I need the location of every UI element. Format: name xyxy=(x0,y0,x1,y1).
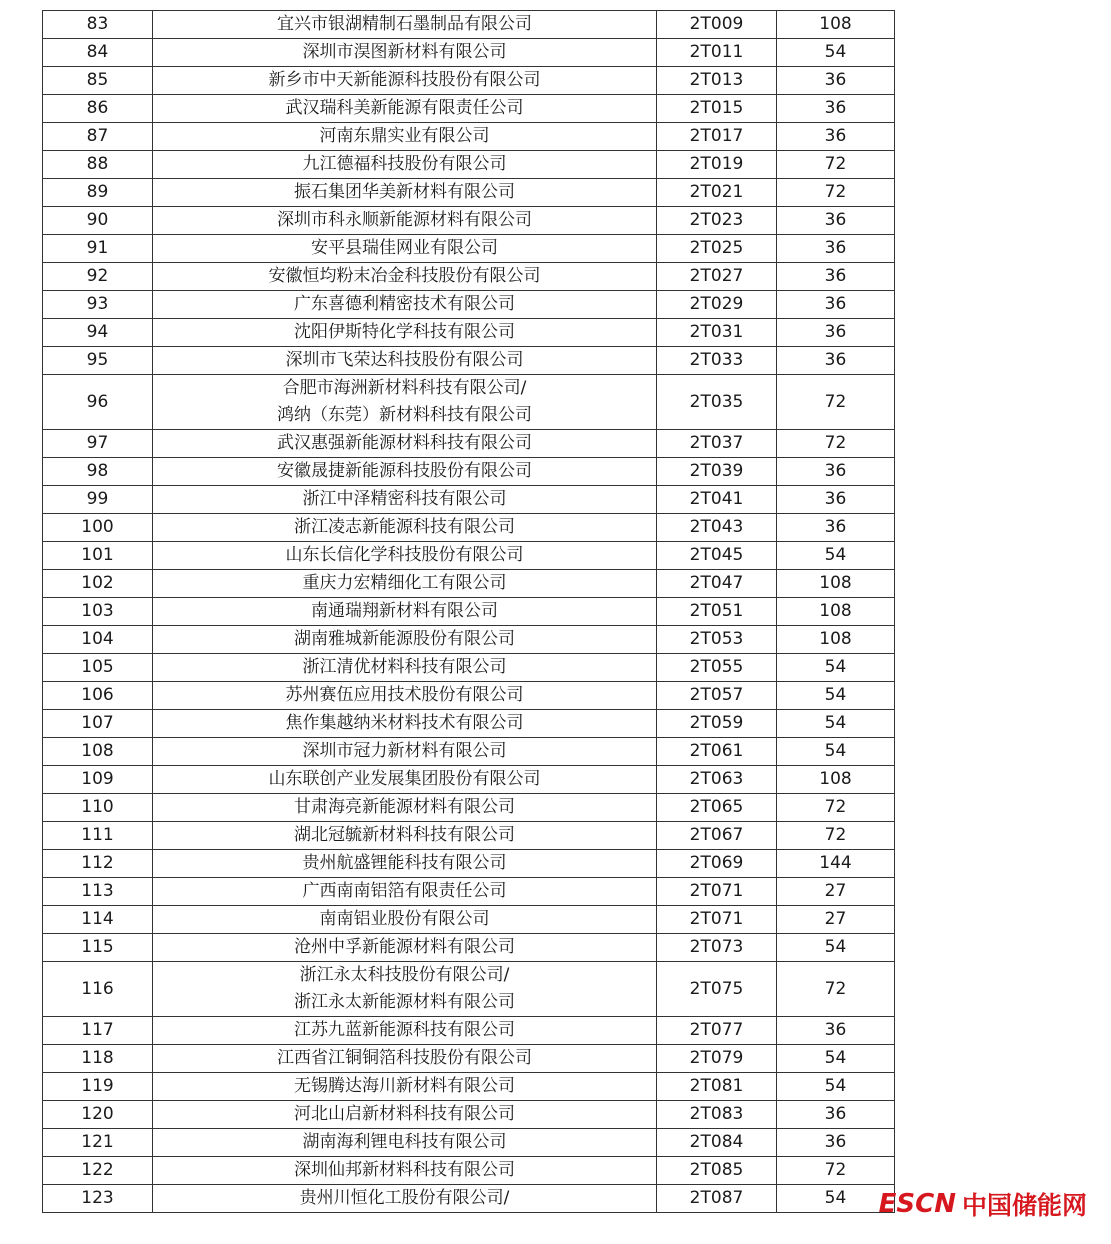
company-name-cell xyxy=(153,458,657,486)
area-cell: 108 xyxy=(777,598,895,626)
company-name-line: 安平县瑞佳网业有限公司 xyxy=(311,238,498,258)
booth-code-cell: 2T071 xyxy=(657,878,777,906)
row-number-cell: 88 xyxy=(43,151,153,179)
company-name-line: 焦作集越纳米材料技术有限公司 xyxy=(285,713,524,733)
company-name-cell xyxy=(153,95,657,123)
booth-code-cell: 2T071 xyxy=(657,906,777,934)
company-name-line: 深圳市淏图新材料有限公司 xyxy=(302,42,507,62)
table-body xyxy=(43,11,895,1213)
table-row xyxy=(43,375,895,430)
table-row xyxy=(43,822,895,850)
company-name-cell xyxy=(153,934,657,962)
row-number-cell: 92 xyxy=(43,263,153,291)
table-row xyxy=(43,598,895,626)
table-row xyxy=(43,934,895,962)
area-cell: 72 xyxy=(777,794,895,822)
booth-code-cell: 2T031 xyxy=(657,319,777,347)
table-row xyxy=(43,39,895,67)
row-number-cell: 119 xyxy=(43,1073,153,1101)
booth-code-cell: 2T023 xyxy=(657,207,777,235)
table-row xyxy=(43,291,895,319)
company-name-cell xyxy=(153,67,657,95)
table-row xyxy=(43,878,895,906)
area-cell: 72 xyxy=(777,375,895,430)
row-number-cell: 110 xyxy=(43,794,153,822)
company-name-cell xyxy=(153,1101,657,1129)
area-cell: 36 xyxy=(777,1017,895,1045)
company-name-cell xyxy=(153,542,657,570)
table-row xyxy=(43,207,895,235)
booth-code-cell: 2T011 xyxy=(657,39,777,67)
table-row xyxy=(43,347,895,375)
company-name-line: 浙江凌志新能源科技有限公司 xyxy=(294,517,515,537)
company-name-cell xyxy=(153,1185,657,1213)
booth-code-cell: 2T053 xyxy=(657,626,777,654)
exhibitor-table-wrapper xyxy=(42,10,894,1213)
area-cell: 36 xyxy=(777,291,895,319)
area-cell: 54 xyxy=(777,682,895,710)
company-name-cell xyxy=(153,179,657,207)
company-name-line: 安徽恒均粉末冶金科技股份有限公司 xyxy=(268,266,541,286)
booth-code-cell: 2T055 xyxy=(657,654,777,682)
row-number-cell: 109 xyxy=(43,766,153,794)
area-cell: 27 xyxy=(777,906,895,934)
row-number-cell: 107 xyxy=(43,710,153,738)
table-row xyxy=(43,906,895,934)
row-number-cell: 121 xyxy=(43,1129,153,1157)
company-name-line: 浙江中泽精密科技有限公司 xyxy=(302,489,507,509)
row-number-cell: 94 xyxy=(43,319,153,347)
watermark-site-name: 中国储能网 xyxy=(961,1191,1087,1220)
booth-code-cell: 2T017 xyxy=(657,123,777,151)
table-row xyxy=(43,486,895,514)
row-number-cell: 91 xyxy=(43,235,153,263)
table-row xyxy=(43,67,895,95)
company-name-line: 武汉惠强新能源材料科技有限公司 xyxy=(277,433,532,453)
company-name-cell xyxy=(153,1045,657,1073)
company-name-line: 广东喜德利精密技术有限公司 xyxy=(294,294,515,314)
company-name-cell xyxy=(153,347,657,375)
company-name-line: 甘肃海亮新能源材料有限公司 xyxy=(294,797,515,817)
area-cell: 54 xyxy=(777,542,895,570)
company-name-cell xyxy=(153,263,657,291)
company-name-line: 山东长信化学科技股份有限公司 xyxy=(285,545,524,565)
company-name-cell xyxy=(153,710,657,738)
row-number-cell: 111 xyxy=(43,822,153,850)
booth-code-cell: 2T033 xyxy=(657,347,777,375)
row-number-cell: 116 xyxy=(43,962,153,1017)
area-cell: 36 xyxy=(777,1129,895,1157)
booth-code-cell: 2T045 xyxy=(657,542,777,570)
area-cell: 36 xyxy=(777,207,895,235)
row-number-cell: 97 xyxy=(43,430,153,458)
booth-code-cell: 2T059 xyxy=(657,710,777,738)
area-cell: 36 xyxy=(777,263,895,291)
company-name-line: 鸿纳（东莞）新材料科技有限公司 xyxy=(277,405,532,425)
booth-code-cell: 2T029 xyxy=(657,291,777,319)
company-name-cell xyxy=(153,738,657,766)
company-name-cell xyxy=(153,207,657,235)
table-row xyxy=(43,542,895,570)
row-number-cell: 108 xyxy=(43,738,153,766)
company-name-cell xyxy=(153,11,657,39)
table-row xyxy=(43,626,895,654)
company-name-line: 沈阳伊斯特化学科技有限公司 xyxy=(294,322,515,342)
booth-code-cell: 2T057 xyxy=(657,682,777,710)
area-cell: 108 xyxy=(777,11,895,39)
row-number-cell: 114 xyxy=(43,906,153,934)
row-number-cell: 105 xyxy=(43,654,153,682)
booth-code-cell: 2T051 xyxy=(657,598,777,626)
company-name-line: 深圳市科永顺新能源材料有限公司 xyxy=(277,210,532,230)
company-name-line: 合肥市海洲新材料科技有限公司/ xyxy=(282,378,527,398)
booth-code-cell: 2T069 xyxy=(657,850,777,878)
area-cell: 72 xyxy=(777,822,895,850)
company-name-line: 新乡市中天新能源科技股份有限公司 xyxy=(268,70,541,90)
company-name-cell xyxy=(153,682,657,710)
company-name-line: 广西南南铝箔有限责任公司 xyxy=(302,881,507,901)
booth-code-cell: 2T013 xyxy=(657,67,777,95)
company-name-line: 湖北冠毓新材料科技有限公司 xyxy=(294,825,515,845)
row-number-cell: 106 xyxy=(43,682,153,710)
row-number-cell: 120 xyxy=(43,1101,153,1129)
area-cell: 36 xyxy=(777,347,895,375)
area-cell: 36 xyxy=(777,235,895,263)
table-row xyxy=(43,179,895,207)
table-row xyxy=(43,1129,895,1157)
area-cell: 72 xyxy=(777,179,895,207)
company-name-cell xyxy=(153,1157,657,1185)
table-row xyxy=(43,682,895,710)
booth-code-cell: 2T019 xyxy=(657,151,777,179)
company-name-line: 河北山启新材料科技有限公司 xyxy=(294,1104,515,1124)
row-number-cell: 95 xyxy=(43,347,153,375)
watermark-brand: ESCN xyxy=(878,1189,956,1219)
company-name-line: 山东联创产业发展集团股份有限公司 xyxy=(268,769,541,789)
company-name-line: 南通瑞翔新材料有限公司 xyxy=(311,601,498,621)
booth-code-cell: 2T027 xyxy=(657,263,777,291)
row-number-cell: 103 xyxy=(43,598,153,626)
company-name-cell xyxy=(153,123,657,151)
company-name-cell xyxy=(153,514,657,542)
area-cell: 36 xyxy=(777,95,895,123)
company-name-cell xyxy=(153,626,657,654)
row-number-cell: 123 xyxy=(43,1185,153,1213)
company-name-line: 湖南海利锂电科技有限公司 xyxy=(302,1132,507,1152)
booth-code-cell: 2T067 xyxy=(657,822,777,850)
table-row xyxy=(43,11,895,39)
row-number-cell: 98 xyxy=(43,458,153,486)
area-cell: 72 xyxy=(777,1157,895,1185)
company-name-cell xyxy=(153,1073,657,1101)
area-cell: 108 xyxy=(777,570,895,598)
row-number-cell: 90 xyxy=(43,207,153,235)
table-row xyxy=(43,1073,895,1101)
company-name-line: 九江德福科技股份有限公司 xyxy=(302,154,507,174)
company-name-line: 安徽晟捷新能源科技股份有限公司 xyxy=(277,461,532,481)
company-name-line: 振石集团华美新材料有限公司 xyxy=(294,182,515,202)
booth-code-cell: 2T077 xyxy=(657,1017,777,1045)
company-name-line: 苏州赛伍应用技术股份有限公司 xyxy=(285,685,524,705)
booth-code-cell: 2T065 xyxy=(657,794,777,822)
company-name-cell xyxy=(153,654,657,682)
table-row xyxy=(43,123,895,151)
company-name-line: 贵州川恒化工股份有限公司/ xyxy=(299,1188,510,1208)
company-name-line: 江苏九蓝新能源科技有限公司 xyxy=(294,1020,515,1040)
row-number-cell: 99 xyxy=(43,486,153,514)
table-row xyxy=(43,1017,895,1045)
table-row xyxy=(43,654,895,682)
company-name-cell xyxy=(153,235,657,263)
row-number-cell: 101 xyxy=(43,542,153,570)
table-row xyxy=(43,962,895,1017)
table-row xyxy=(43,738,895,766)
area-cell: 54 xyxy=(777,39,895,67)
company-name-cell xyxy=(153,1017,657,1045)
area-cell: 36 xyxy=(777,319,895,347)
booth-code-cell: 2T084 xyxy=(657,1129,777,1157)
area-cell: 108 xyxy=(777,626,895,654)
booth-code-cell: 2T039 xyxy=(657,458,777,486)
booth-code-cell: 2T047 xyxy=(657,570,777,598)
row-number-cell: 83 xyxy=(43,11,153,39)
area-cell: 54 xyxy=(777,1185,895,1213)
table-row xyxy=(43,430,895,458)
row-number-cell: 87 xyxy=(43,123,153,151)
booth-code-cell: 2T043 xyxy=(657,514,777,542)
company-name-line: 浙江永太新能源材料有限公司 xyxy=(294,992,515,1012)
booth-code-cell: 2T087 xyxy=(657,1185,777,1213)
company-name-line: 深圳市冠力新材料有限公司 xyxy=(302,741,507,761)
company-name-cell xyxy=(153,291,657,319)
booth-code-cell: 2T037 xyxy=(657,430,777,458)
area-cell: 54 xyxy=(777,654,895,682)
booth-code-cell: 2T035 xyxy=(657,375,777,430)
area-cell: 36 xyxy=(777,514,895,542)
company-name-cell xyxy=(153,319,657,347)
area-cell: 108 xyxy=(777,766,895,794)
area-cell: 54 xyxy=(777,710,895,738)
table-row xyxy=(43,235,895,263)
row-number-cell: 89 xyxy=(43,179,153,207)
company-name-line: 南南铝业股份有限公司 xyxy=(319,909,490,929)
area-cell: 27 xyxy=(777,878,895,906)
table-row xyxy=(43,319,895,347)
table-row xyxy=(43,1157,895,1185)
company-name-line: 河南东鼎实业有限公司 xyxy=(319,126,490,146)
booth-code-cell: 2T009 xyxy=(657,11,777,39)
table-row xyxy=(43,514,895,542)
company-name-cell xyxy=(153,962,657,1017)
company-name-cell xyxy=(153,794,657,822)
table-row xyxy=(43,1101,895,1129)
area-cell: 36 xyxy=(777,1101,895,1129)
area-cell: 144 xyxy=(777,850,895,878)
booth-code-cell: 2T085 xyxy=(657,1157,777,1185)
row-number-cell: 115 xyxy=(43,934,153,962)
row-number-cell: 84 xyxy=(43,39,153,67)
table-row xyxy=(43,263,895,291)
escn-watermark-logo xyxy=(879,1186,1087,1222)
company-name-line: 江西省江铜铜箔科技股份有限公司 xyxy=(277,1048,532,1068)
row-number-cell: 96 xyxy=(43,375,153,430)
table-row xyxy=(43,151,895,179)
table-row xyxy=(43,570,895,598)
area-cell: 36 xyxy=(777,486,895,514)
company-name-line: 湖南雅城新能源股份有限公司 xyxy=(294,629,515,649)
booth-code-cell: 2T015 xyxy=(657,95,777,123)
booth-code-cell: 2T075 xyxy=(657,962,777,1017)
area-cell: 54 xyxy=(777,1073,895,1101)
booth-code-cell: 2T021 xyxy=(657,179,777,207)
company-name-line: 无锡腾达海川新材料有限公司 xyxy=(294,1076,515,1096)
company-name-cell xyxy=(153,486,657,514)
table-row xyxy=(43,766,895,794)
booth-code-cell: 2T063 xyxy=(657,766,777,794)
area-cell: 36 xyxy=(777,123,895,151)
company-name-line: 武汉瑞科美新能源有限责任公司 xyxy=(285,98,524,118)
company-name-cell xyxy=(153,766,657,794)
table-row xyxy=(43,794,895,822)
booth-code-cell: 2T041 xyxy=(657,486,777,514)
company-name-cell xyxy=(153,1129,657,1157)
area-cell: 54 xyxy=(777,1045,895,1073)
company-name-cell xyxy=(153,151,657,179)
area-cell: 72 xyxy=(777,430,895,458)
company-name-cell xyxy=(153,822,657,850)
company-name-line: 贵州航盛锂能科技有限公司 xyxy=(302,853,507,873)
booth-code-cell: 2T073 xyxy=(657,934,777,962)
area-cell: 54 xyxy=(777,738,895,766)
booth-code-cell: 2T025 xyxy=(657,235,777,263)
company-name-line: 沧州中孚新能源材料有限公司 xyxy=(294,937,515,957)
company-name-line: 深圳市飞荣达科技股份有限公司 xyxy=(285,350,524,370)
table-row xyxy=(43,95,895,123)
company-name-cell xyxy=(153,375,657,430)
table-row xyxy=(43,710,895,738)
company-name-line: 浙江永太科技股份有限公司/ xyxy=(299,965,510,985)
company-name-line: 浙江清优材料科技有限公司 xyxy=(302,657,507,677)
company-name-cell xyxy=(153,598,657,626)
booth-code-cell: 2T083 xyxy=(657,1101,777,1129)
exhibitor-table xyxy=(42,10,895,1213)
row-number-cell: 86 xyxy=(43,95,153,123)
row-number-cell: 112 xyxy=(43,850,153,878)
company-name-cell xyxy=(153,878,657,906)
area-cell: 54 xyxy=(777,934,895,962)
area-cell: 36 xyxy=(777,67,895,95)
row-number-cell: 117 xyxy=(43,1017,153,1045)
row-number-cell: 85 xyxy=(43,67,153,95)
booth-code-cell: 2T061 xyxy=(657,738,777,766)
company-name-cell xyxy=(153,570,657,598)
company-name-cell xyxy=(153,850,657,878)
row-number-cell: 118 xyxy=(43,1045,153,1073)
row-number-cell: 93 xyxy=(43,291,153,319)
row-number-cell: 104 xyxy=(43,626,153,654)
table-row xyxy=(43,1045,895,1073)
company-name-line: 重庆力宏精细化工有限公司 xyxy=(302,573,507,593)
company-name-line: 宜兴市银湖精制石墨制品有限公司 xyxy=(277,14,532,34)
table-row xyxy=(43,1185,895,1213)
row-number-cell: 100 xyxy=(43,514,153,542)
row-number-cell: 113 xyxy=(43,878,153,906)
company-name-cell xyxy=(153,39,657,67)
row-number-cell: 102 xyxy=(43,570,153,598)
row-number-cell: 122 xyxy=(43,1157,153,1185)
area-cell: 36 xyxy=(777,458,895,486)
booth-code-cell: 2T079 xyxy=(657,1045,777,1073)
company-name-cell xyxy=(153,906,657,934)
area-cell: 72 xyxy=(777,151,895,179)
table-row xyxy=(43,458,895,486)
company-name-cell xyxy=(153,430,657,458)
company-name-line: 深圳仙邦新材料科技有限公司 xyxy=(294,1160,515,1180)
booth-code-cell: 2T081 xyxy=(657,1073,777,1101)
area-cell: 72 xyxy=(777,962,895,1017)
table-row xyxy=(43,850,895,878)
